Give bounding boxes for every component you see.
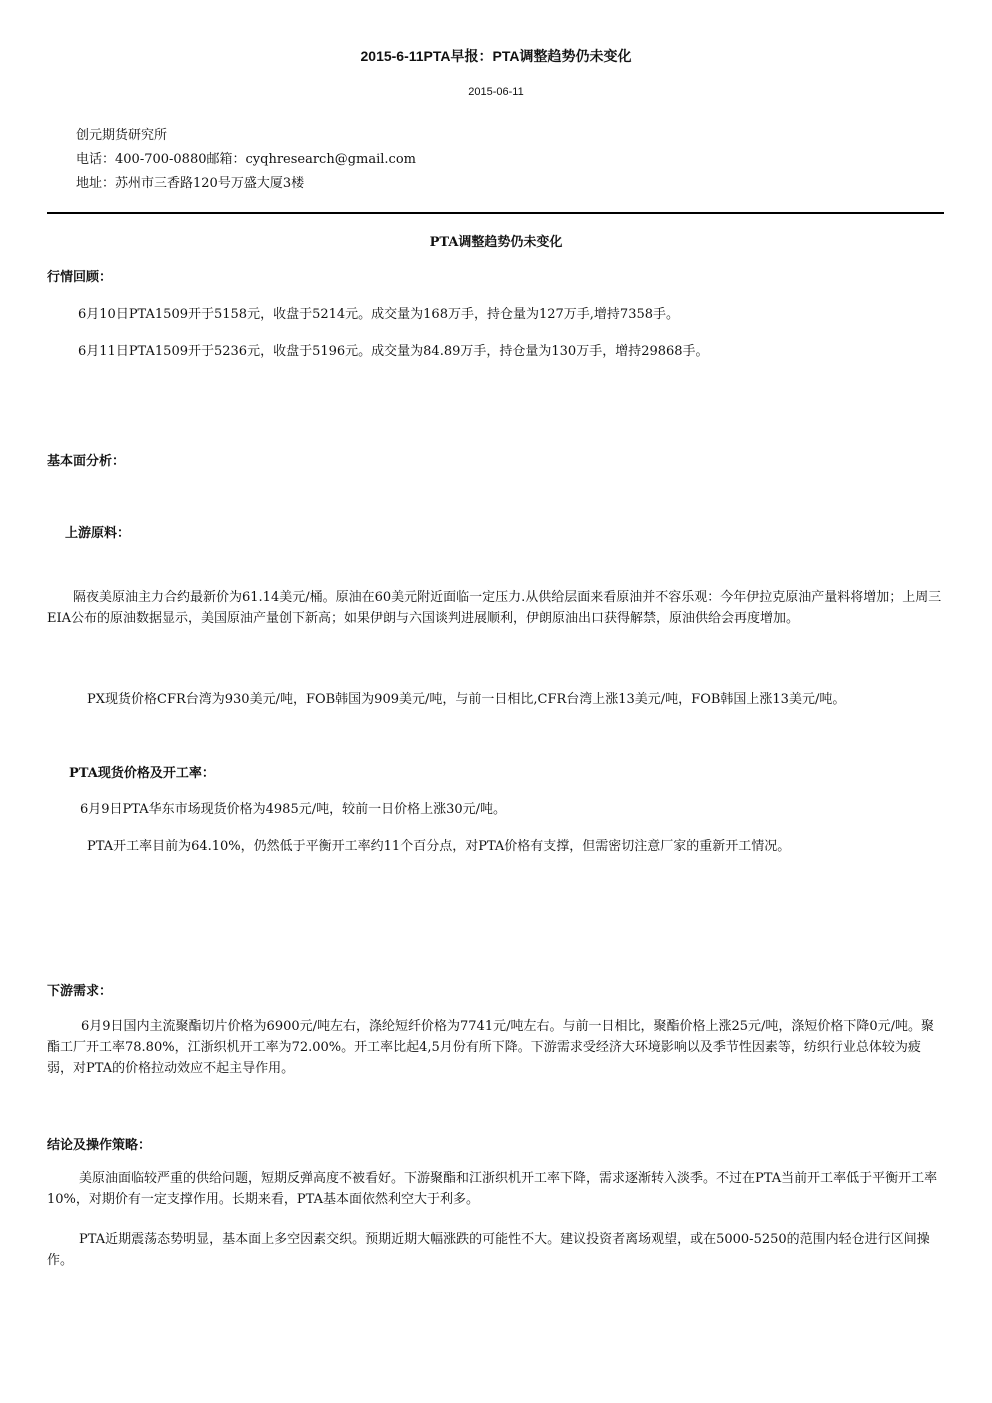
pta-spot-paragraph-2: PTA开工率目前为64.10%，仍然低于平衡开工率约11个百分点，对PTA价格有支撑，但需密切注意厂家的重新开工情况。 [87, 839, 791, 854]
org-address: 地址：苏州市三香路120号万盛大厦3楼 [76, 176, 305, 191]
pta-spot-paragraph-1: 6月9日PTA华东市场现货价格为4985元/吨，较前一日价格上涨30元/吨。 [80, 802, 507, 817]
section-heading-fundamentals: 基本面分析： [47, 454, 126, 469]
market-review-paragraph-2: 6月11日PTA1509开于5236元，收盘于5196元。成交量为84.89万手，持仓量为130万手，增持29868手。 [78, 344, 709, 359]
document-title: 2015-6-11PTA早报：PTA调整趋势仍未变化 [360, 48, 632, 64]
downstream-paragraph-1: 6月9日国内主流聚酯切片价格为6900元/吨左右，涤纶短纤价格为7741元/吨左右。与前一日相比，聚酯价格上涨25元/吨，涤短价格下降0元/吨。聚酯工厂开工率78.80%，江浙织机开工率为72.00%。开工率比起4,5月份有所下降。下游需求受经济大环境影响以及季节性因素等，纺织行业总体较为疲弱，对PTA的价格拉动效应不起主导作用。 [47, 1019, 935, 1076]
section-heading-upstream: 上游原料： [65, 526, 131, 541]
document-date: 2015-06-11 [468, 86, 524, 98]
conclusion-paragraph-1: 美原油面临较严重的供给问题，短期反弹高度不被看好。下游聚酯和江浙织机开工率下降，需求逐渐转入淡季。不过在PTA当前开工率低于平衡开工率10%，对期价有一定支撑作用。长期来看，PTA基本面依然利空大于利多。 [47, 1171, 938, 1207]
section-heading-downstream: 下游需求： [47, 984, 113, 999]
org-info [76, 124, 416, 196]
market-review-paragraph-1: 6月10日PTA1509开于5158元，收盘于5214元。成交量为168万手，持仓量为127万手,增持7358手。 [78, 307, 680, 322]
report-subtitle: PTA调整趋势仍未变化 [429, 235, 563, 250]
section-heading-market-review: 行情回顾： [47, 270, 113, 285]
org-name: 创元期货研究所 [76, 128, 168, 143]
section-heading-conclusion: 结论及操作策略： [47, 1138, 152, 1153]
section-heading-pta-spot: PTA现货价格及开工率： [69, 766, 215, 781]
upstream-paragraph-1: 隔夜美原油主力合约最新价为61.14美元/桶。原油在60美元附近面临一定压力.从供给层面来看原油并不容乐观：今年伊拉克原油产量料将增加；上周三EIA公布的原油数据显示，美国原油产量创下新高；如果伊朗与六国谈判进展顺利，伊朗原油出口获得解禁，原油供给会再度增加。 [47, 590, 942, 626]
org-contact: 电话：400-700-0880邮箱：cyqhresearch@gmail.com [76, 152, 416, 167]
header-divider [47, 212, 944, 214]
upstream-paragraph-2: PX现货价格CFR台湾为930美元/吨，FOB韩国为909美元/吨，与前一日相比,CFR台湾上涨13美元/吨，FOB韩国上涨13美元/吨。 [87, 692, 846, 707]
conclusion-paragraph-2: PTA近期震荡态势明显，基本面上多空因素交织。预期近期大幅涨跌的可能性不大。建议投资者离场观望，或在5000-5250的范围内轻仓进行区间操作。 [47, 1232, 930, 1268]
